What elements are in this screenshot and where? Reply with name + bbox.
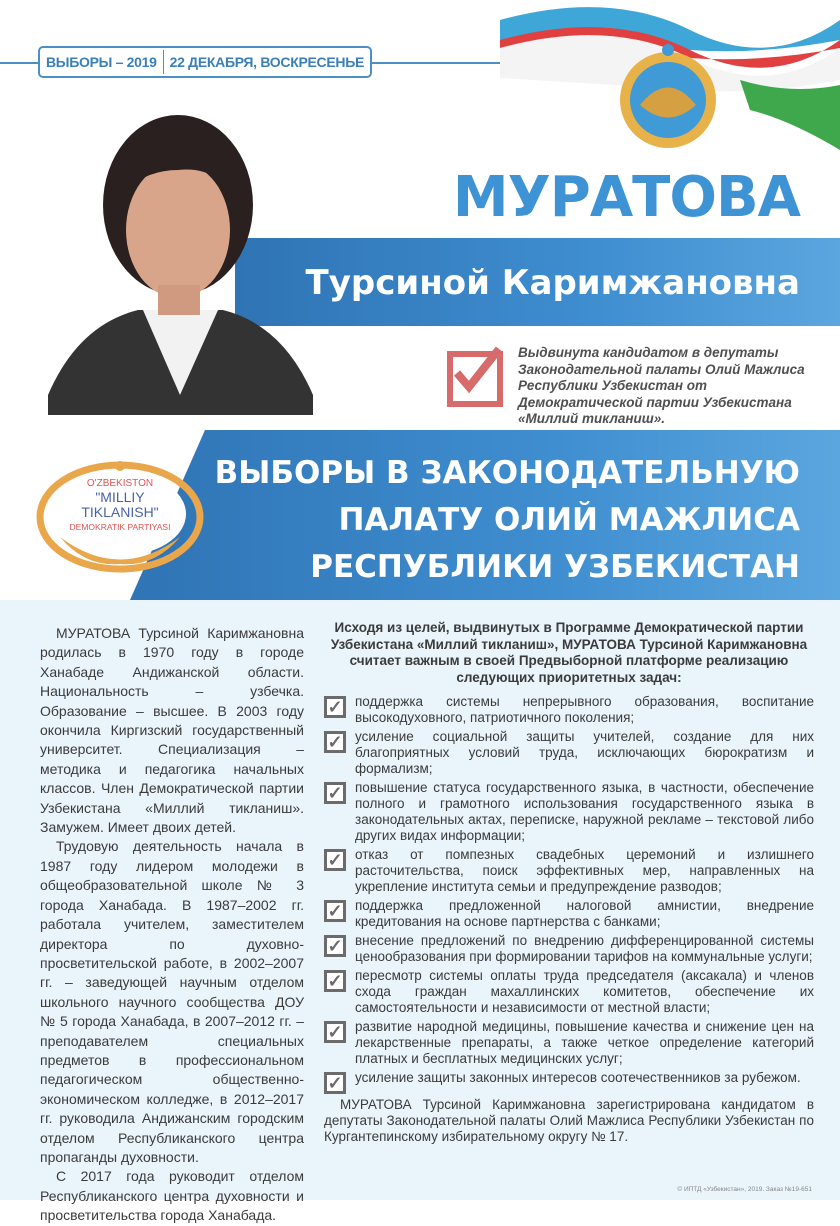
task-text: развитие народной медицины, повышение качества и снижение цен на лекарственные препараты, а также четкое определение категорий платных и бесплатных медицинских услуг; bbox=[355, 1019, 814, 1066]
checkbox-icon: ✓ bbox=[324, 900, 346, 922]
headline-line: ПАЛАТУ ОЛИЙ МАЖЛИСА bbox=[338, 502, 800, 538]
party-logo-text: O'ZBEKISTON bbox=[86, 478, 154, 489]
headline-line: ВЫБОРЫ В ЗАКОНОДАТЕЛЬНУЮ bbox=[214, 455, 800, 491]
candidate-photo bbox=[48, 95, 313, 415]
platform-task bbox=[324, 729, 814, 777]
checkbox-icon: ✓ bbox=[324, 731, 346, 753]
party-logo-text: TIKLANISH" bbox=[81, 504, 159, 520]
task-text: поддержка предложенной налоговой амнистии, внедрение кредитования на основе партнерства с банками; bbox=[355, 898, 814, 929]
headline-line: РЕСПУБЛИКИ УЗБЕКИСТАН bbox=[310, 549, 800, 585]
task-text: усиление социальной защиты учителей, создание для них благоприятных условий труда, исключающих бюрократизм и формализм; bbox=[355, 729, 814, 776]
task-text: повышение статуса государственного языка, в частности, обеспечение полного и грамотного использования государственного языка в законодательных актах, переписке, наружной рекламе – текстовой либо других видах информации; bbox=[355, 780, 814, 843]
party-logo bbox=[35, 452, 205, 577]
checkbox-icon: ✓ bbox=[324, 935, 346, 957]
checkbox-icon: ✓ bbox=[324, 696, 346, 718]
flag-and-emblem-icon bbox=[490, 0, 840, 170]
task-text: поддержка системы непрерывного образования, воспитание высокодуховного, патриотичного поколения; bbox=[355, 694, 814, 725]
biography-paragraph: Трудовую деятельность начала в 1987 году лидером молодежи в общеобразовательной школе № 3 города Ханабада. В 1987–2002 гг. работала учителем, заместителем директора по духовно-просветительской работе, в 2002–2007 гг. – заведующей научным отделом школьного научного сообщества ДОУ № 5 города Ханабада, в 2007–2012 гг. – преподавателем специальных предметов в профессиональном педагогическом общественно-экономическом колледже, в 2012–2017 гг. руководила Андижанским городским отделом Республиканского центра пропаганды духовности. bbox=[40, 838, 304, 1165]
candidate-name: Турсиной Каримжановна bbox=[305, 263, 800, 303]
headline bbox=[215, 450, 800, 591]
biography bbox=[40, 624, 304, 1226]
platform-task bbox=[324, 968, 814, 1016]
party-logo-text: "MILLIY bbox=[95, 489, 145, 505]
election-date-badge bbox=[38, 46, 372, 78]
checkbox-icon: ✓ bbox=[324, 849, 346, 871]
print-imprint: © ИПТД «Узбекистан», 2019. Заказ №19-651 bbox=[677, 1186, 812, 1193]
platform-task bbox=[324, 694, 814, 726]
badge-election-year: ВЫБОРЫ – 2019 bbox=[46, 54, 157, 70]
checkbox-icon: ✓ bbox=[324, 1072, 346, 1094]
checkbox-icon: ✓ bbox=[324, 782, 346, 804]
biography-paragraph: С 2017 года руководит отделом Республиканского центра духовности и просветительства города Ханабада. bbox=[40, 1168, 304, 1224]
platform-task bbox=[324, 1070, 814, 1094]
task-text: пересмотр системы оплаты труда председателя (аксакала) и членов схода граждан махаллинских комитетов, обеспечение их самостоятельности и независимости от местной власти; bbox=[355, 968, 814, 1015]
nomination-check-icon bbox=[447, 351, 503, 407]
registration-note: МУРАТОВА Турсиной Каримжановна зарегистрирована кандидатом в депутаты Законодательной палаты Олий Мажлиса Республики Узбекистан по Кургантепинскому избирательному округу № 17. bbox=[324, 1097, 814, 1144]
platform-task bbox=[324, 1019, 814, 1067]
platform-task bbox=[324, 780, 814, 844]
platform-intro: Исходя из целей, выдвинутых в Программе Демократической партии Узбекистана «Миллий тикланиш», МУРАТОВА Турсиной Каримжановна считает важным в своей Предвыборной платформе реализацию следующих приоритетных задач: bbox=[330, 620, 808, 685]
task-text: отказ от помпезных свадебных церемоний и излишнего расточительства, поиск эффективных мер, направленных на укрепление института семьи и предупреждение разводов; bbox=[355, 847, 814, 894]
party-logo-text: DEMOKRATIK PARTIYASI bbox=[69, 522, 171, 532]
nomination-text: Выдвинута кандидатом в депутаты Законодательной палаты Олий Мажлиса Республики Узбекистан от Демократической партии Узбекистана «Миллий тикланиш». bbox=[518, 345, 805, 426]
task-text: внесение предложений по внедрению дифференцированной системы ценообразования при формировании тарифов на коммунальные услуги; bbox=[355, 933, 814, 964]
checkbox-icon: ✓ bbox=[324, 1021, 346, 1043]
badge-election-date: 22 ДЕКАБРЯ, ВОСКРЕСЕНЬЕ bbox=[169, 54, 364, 70]
election-platform bbox=[324, 620, 814, 1145]
biography-paragraph: МУРАТОВА Турсиной Каримжановна родилась в 1970 году в городе Ханабаде Андижанской области. Национальность – узбечка. Образование – высшее. В 2003 году окончила Киргизский государственный университет. Специализация – методика и педагогика начальных классов. Член Демократической партии Узбекистана «Миллий тикланиш». Замужем. Имеет двоих детей. bbox=[40, 625, 304, 836]
platform-task bbox=[324, 933, 814, 965]
platform-task bbox=[324, 898, 814, 930]
checkbox-icon: ✓ bbox=[324, 970, 346, 992]
candidate-surname: МУРАТОВА bbox=[452, 165, 800, 230]
platform-task bbox=[324, 847, 814, 895]
task-text: усиление защиты законных интересов соотечественников за рубежом. bbox=[355, 1070, 801, 1085]
